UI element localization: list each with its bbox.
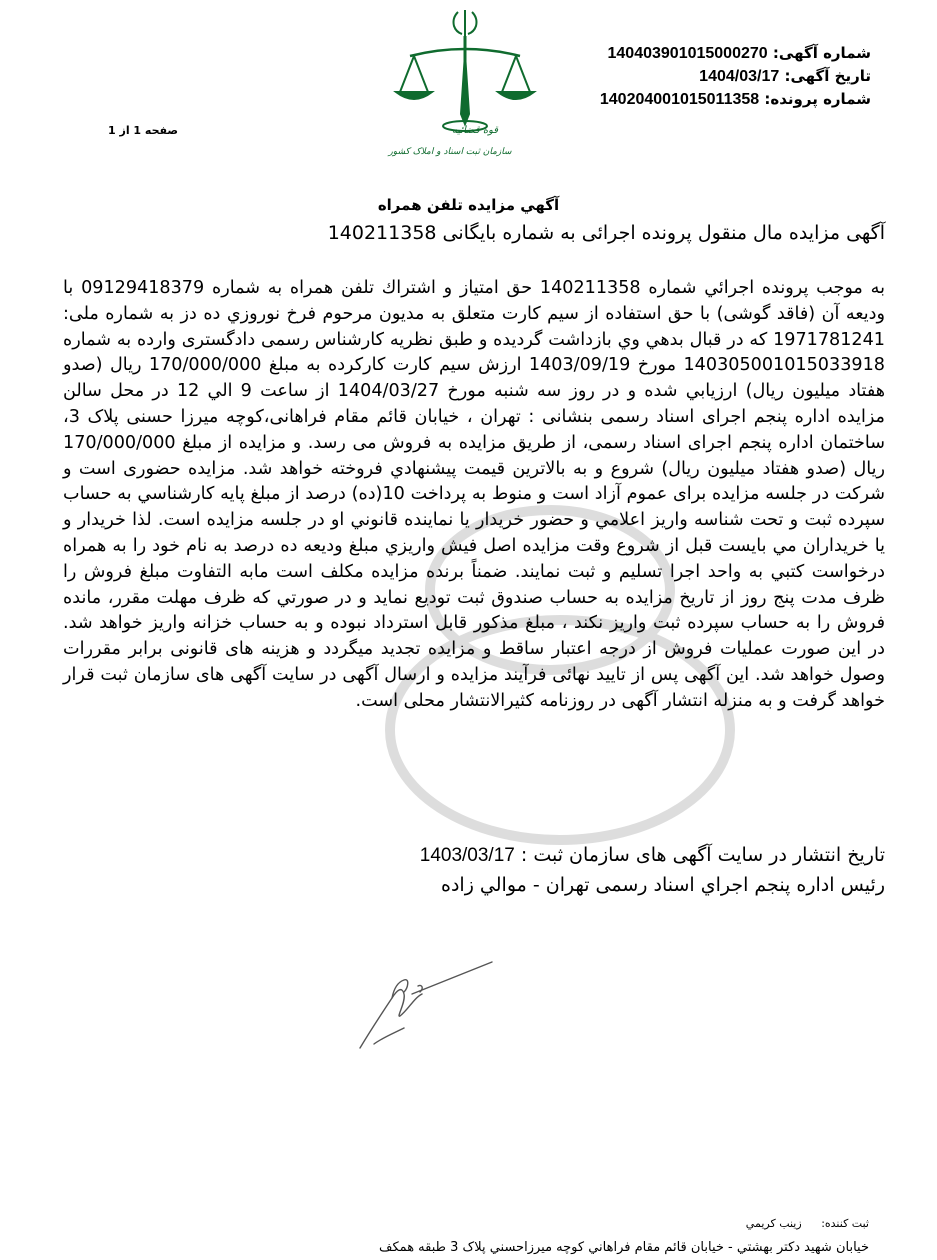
office-address: خيابان شهيد دكتر بهشتي - خيابان قائم مقام فراهاني كوچه ميرزاحسني پلاک 3 طبقه همكف xyxy=(379,1240,869,1255)
case-number-label: شماره پرونده: xyxy=(764,90,871,108)
notice-body: به موجب پرونده اجرائي شماره 140211358 حق امتياز و اشتراك تلفن همراه به شماره 09129418379 با وديعه آن (فاقد گوشی) با حق استفاده از سيم كارت متعلق به مديون مرحوم فرخ نوروزي ده دز به شماره ملی: 1971781241 كه در قبال بدهي وي بازداشت گرديده و طبق نظريه كارشناس رسمی دادگستری وارده به شماره 140305001015033918 مورخ 1403/09/19 ارزش سيم كارت كاركرده به مبلغ 170/000/000 ريال (صدو هفتاد ميليون ريال) ارزيابي شده و در روز سه شنبه مورخ 1404/03/27 از ساعت 9 الي 12 در محل سالن مزايده اداره پنجم اجرای اسناد رسمی بنشانی : تهران ، خيابان قائم مقام فراهانی،كوچه ميرزا حسنی پلاک 3، ساختمان اداره پنجم اجرای اسناد رسمی، از طريق مزايده به فروش می رسد. و مزايده از مبلغ 170/000/000 ريال (صدو هفتاد ميليون ريال) شروع و به بالاترين قيمت پيشنهادي فروخته خواهد شد. مزايده حضوری است و شركت در جلسه مزايده برای عموم آزاد است و منوط به پرداخت 10(ده) درصد از مبلغ پايه كارشناسي به حساب سپرده ثبت و تحت شناسه واريز اعلامي و حضور خريدار يا نماينده قانوني او در جلسه مزايده است. لذا خريدار و يا خريداران مي بايست قبل از شروع وقت مزايده اصل فيش واريزي مبلغ وديعه ده درصد به نام خود را به همراه درخواست كتبي به واحد اجرا تسليم و ثبت نمايند. ضمناً برنده مزايده مكلف است مابه التفاوت مبلغ فروش را ظرف مدت پنج روز از تاريخ مزايده به حساب صندوق ثبت توديع نمايد و در صورتي كه ظرف مهلت مقرر، مانده فروش را به حساب سپرده ثبت واريز نكند ، مبلغ مذكور قابل استرداد نبوده و به حساب خزانه واريز خواهد شد. در اين صورت عمليات فروش از درجه اعتبار ساقط و مزايده تجديد ميگردد و هزينه های قانونی برابر مقررات وصول خواهد شد. اين آگهی پس از تاييد نهائی فرآيند مزايده و ارسال آگهی در سايت آگهی های سازمان ثبت قرار خواهد گرفت و به منزله انتشار آگهی در روزنامه كثيرالانتشار محلی است. xyxy=(63,278,885,711)
page-indicator: صفحه 1 از 1 xyxy=(108,124,179,137)
emblem-text-registry: سازمان ثبت اسناد و املاک کشور xyxy=(388,147,512,157)
ad-number: 140403901015000270 xyxy=(607,45,768,62)
ad-number-label: شماره آگهی: xyxy=(772,44,871,62)
ad-date-row xyxy=(511,65,871,88)
registrar-name: زينب كريمي xyxy=(745,1217,802,1230)
publication-label: تاريخ انتشار در سايت آگهی های سازمان ثبت : xyxy=(520,844,885,866)
signatory-line: رئيس اداره پنجم اجراي اسناد رسمی تهران - موالي زاده xyxy=(441,874,885,896)
judiciary-emblem-logo xyxy=(380,6,550,166)
ad-number-row xyxy=(511,42,871,65)
case-number-row xyxy=(511,88,871,111)
case-number: 140204001015011358 xyxy=(599,91,760,108)
notice-title: آگهي مزايده تلفن همراه xyxy=(377,196,560,214)
registrar-line xyxy=(746,1217,869,1230)
publication-line xyxy=(420,844,885,867)
notice-subtitle: آگهی مزایده مال منقول پرونده اجرائی به شماره بایگانی 140211358 xyxy=(327,222,885,244)
ad-date: 1404/03/17 xyxy=(699,68,780,85)
handwritten-signature xyxy=(352,958,497,1056)
publication-date: 1403/03/17 xyxy=(419,845,515,866)
ad-date-label: تاریخ آگهی: xyxy=(784,67,871,85)
ad-meta-block xyxy=(511,42,871,111)
emblem-text-judiciary: قوه قضائیه xyxy=(451,125,499,136)
registrar-label: ثبت کننده: xyxy=(821,1217,869,1230)
